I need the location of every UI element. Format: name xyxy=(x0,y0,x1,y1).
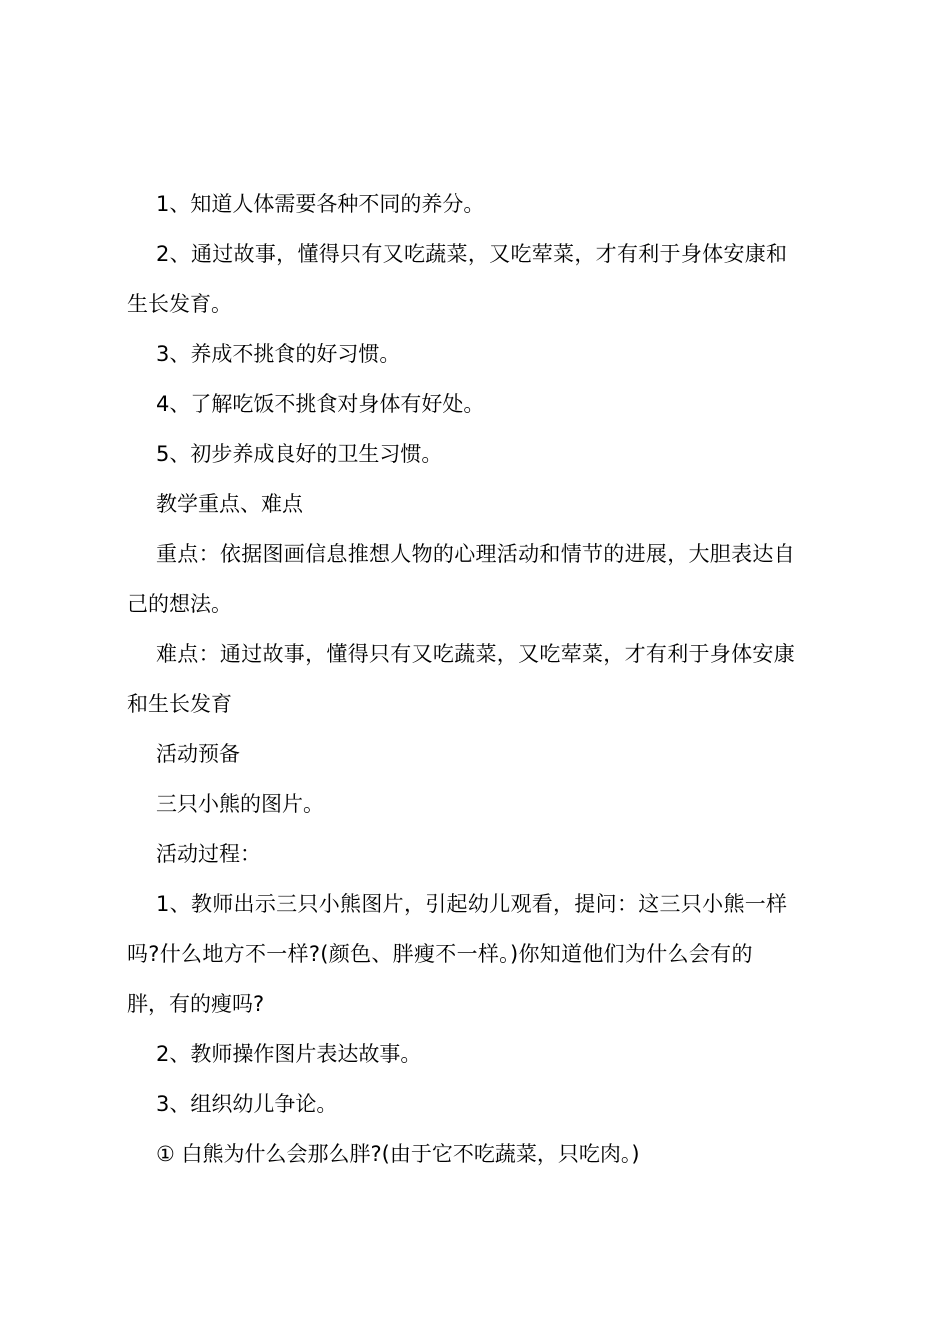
goal-3: 3、养成不挑食的好习惯。 xyxy=(156,342,401,366)
preparation-item: 三只小熊的图片。 xyxy=(156,792,324,816)
difficult-point: 难点：通过故事，懂得只有又吃蔬菜，又吃荤菜，才有利于身体安康 xyxy=(156,642,795,666)
key-point: 重点：依据图画信息推想人物的心理活动和情节的进展，大胆表达自 xyxy=(156,542,795,566)
difficult-point-cont: 和生长发育 xyxy=(127,692,232,716)
section-heading-key-points: 教学重点、难点 xyxy=(156,492,303,516)
process-step-3: 3、组织幼儿争论。 xyxy=(156,1092,338,1116)
goal-5: 5、初步养成良好的卫生习惯。 xyxy=(156,442,443,466)
process-step-2: 2、教师操作图片表达故事。 xyxy=(156,1042,422,1066)
goal-4: 4、了解吃饭不挑食对身体有好处。 xyxy=(156,392,485,416)
key-point-cont: 己的想法。 xyxy=(127,592,232,616)
document-body xyxy=(127,179,833,1179)
goal-2-cont: 生长发育。 xyxy=(127,292,232,316)
process-step-1-cont-2: 胖，有的瘦吗? xyxy=(127,992,265,1016)
goal-2: 2、通过故事，懂得只有又吃蔬菜，又吃荤菜，才有利于身体安康和 xyxy=(156,242,788,266)
process-step-1-cont: 吗?什么地方不一样?(颜色、胖瘦不一样。)你知道他们为什么会有的 xyxy=(127,942,753,966)
section-heading-preparation: 活动预备 xyxy=(156,742,240,766)
process-step-1: 1、教师出示三只小熊图片，引起幼儿观看，提问：这三只小熊一样 xyxy=(156,892,788,916)
section-heading-process: 活动过程： xyxy=(156,842,261,866)
discussion-question-1: ① 白熊为什么会那么胖?(由于它不吃蔬菜，只吃肉。) xyxy=(156,1142,640,1166)
goal-1: 1、知道人体需要各种不同的养分。 xyxy=(156,192,485,216)
